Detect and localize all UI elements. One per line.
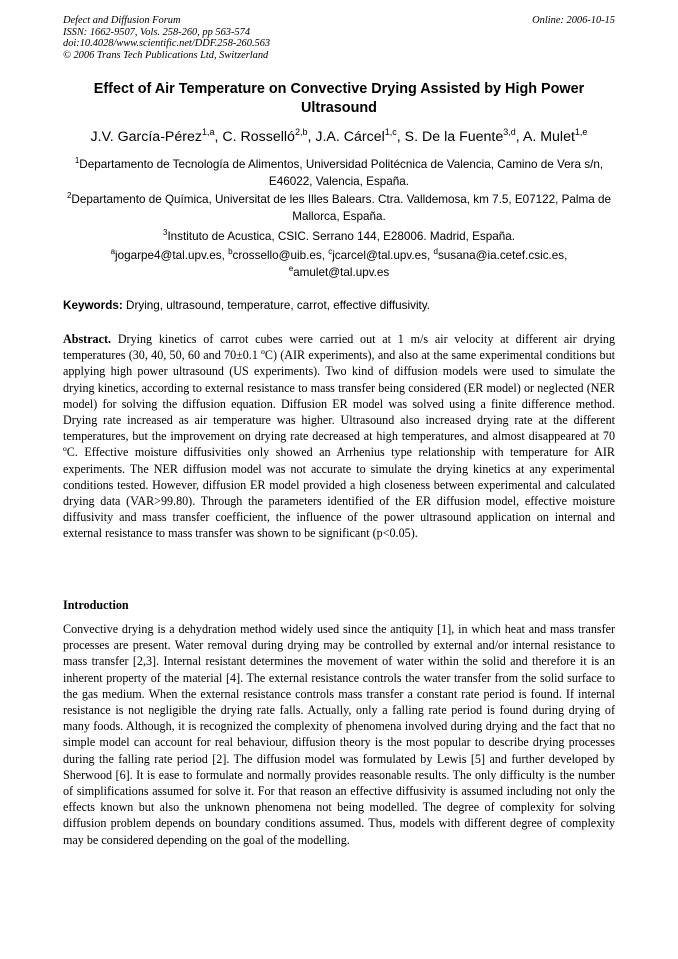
author-affiliation-mark: 1,a — [202, 127, 215, 137]
author-affiliation-mark: 2,b — [294, 127, 308, 137]
email-mark: b — [228, 247, 233, 256]
email-address: susana@ia.cetef.csic.es — [437, 249, 565, 262]
online-date: Online: 2006-10-15 — [532, 15, 615, 26]
email-address: crossello@uib.es — [232, 249, 322, 262]
affiliation-1 — [63, 156, 615, 190]
doi-line: doi:10.4028/www.scientific.net/DDF.258-260.563 — [63, 38, 271, 49]
email-mark: d — [433, 247, 438, 256]
issn-line: ISSN: 1662-9507, Vols. 258-260, pp 563-574 — [63, 26, 251, 38]
keywords-text: Drying, ultrasound, temperature, carrot, effective diffusivity. — [126, 299, 431, 312]
affiliation-mark: 2 — [66, 191, 72, 200]
author-name: A. Mulet — [522, 129, 575, 145]
keywords — [63, 298, 615, 314]
abstract-label: Abstract. — [63, 332, 112, 346]
keywords-label: Keywords: — [63, 299, 123, 312]
email-mark: e — [288, 264, 294, 273]
affiliation-mark: 3 — [162, 228, 168, 237]
email-address: jogarpe4@tal.upv.es — [115, 249, 222, 262]
introduction-paragraph: Convective drying is a dehydration method widely used since the antiquity [1], in which heat and mass transfer processes are present. Water removal during drying may be controlled by external and/or internal resistance to mass transfer [2,3]. Internal resistant determines the movement of water within the solid and therefore it is an inherent property of the material [4]. The external resistance controls the water transfer from the solid surface to the gas medium. When the external resistance controls mass transfer a constant rate period is found. If internal resistance is not negligible the drying rate falls. Actually, only a falling rate period is found during drying of many foods. Although, it is recognized the complexity of phenomena involved during drying and the fact that no simple model can account for real behaviour, diffusion theory is the most popular to describe drying processes during the falling rate period [2]. The diffusion model was formulated by Lewis [5] and further developed by Sherwood [6]. It is ease to formulate and normally provides reasonable results. The only difficulty is the number of simplifications assumed for solve it. For that reason an effective diffusivity is assumed including not only the effects known but also the unknown phenomena not being modelled. The degree of complexity for solving diffusion problem depends on boundary conditions assumed. Thus, models with different degree of complexity may be considered depending on the goal of the modelling. — [63, 622, 615, 847]
introduction-heading: Introduction — [63, 598, 129, 612]
journal-header — [63, 15, 615, 61]
affiliation-3 — [63, 228, 615, 245]
author-affiliation-mark: 1,e — [574, 127, 588, 137]
email-list: $^a$jogarpe4@tal.upv.es, $^b$crossello@uib.es, $^c$jcarcel@tal.upv.es, $^d$susana@ia.cetef.csic.es, $^e$amulet@tal.upv.es — [110, 247, 568, 279]
author-name: S. De la Fuente — [404, 129, 504, 145]
abstract — [63, 331, 615, 542]
author-name: C. Rosselló — [222, 129, 295, 145]
email-mark: c — [328, 247, 333, 256]
author-affiliation-mark: 3,d — [503, 127, 516, 137]
author-affiliation-mark: 1,c — [384, 127, 397, 137]
email-address: jcarcel@tal.upv.es — [332, 249, 427, 262]
affiliation-text: Departamento de Tecnología de Alimentos, Universidad Politécnica de Valencia, Camino de Vera s/n, E46022, Valencia, España. — [79, 158, 604, 188]
email-mark: a — [110, 247, 116, 256]
affiliation-text: Instituto de Acustica, CSIC. Serrano 144, E28006. Madrid, España. — [167, 230, 516, 243]
paper-title: Effect of Air Temperature on Convective Drying Assisted by High Power Ultrasound — [93, 81, 585, 116]
affiliation-2 — [63, 191, 615, 225]
journal-name: Defect and Diffusion Forum — [63, 15, 181, 26]
author-name: J.A. Cárcel — [315, 129, 385, 145]
email-address: amulet@tal.upv.es — [293, 266, 390, 279]
abstract-text: Drying kinetics of carrot cubes were carried out at 1 m/s air velocity at different air drying temperatures (30, 40, 50, 60 and 70±0.1 ºC) (AIR experiments), and also at the same experimental conditions but applying high power ultrasound (US experiments). Two kind of diffusion models were used to simulate the drying kinetics, according to external resistance to mass transfer being considered (ER model) or neglected (NER model) for solving the diffusion equation. Diffusion ER model was solved using a finite difference method. Drying rate increased as air temperature was higher. Ultrasound also increased drying rate at the different temperatures, but the improvement on drying rate decreased at high temperatures, and almost disappeared at 70 ºC. Effective moisture diffusivities only showed an Arrhenius type relationship with temperature for AIR experiments. The NER diffusion model was not accurate to simulate the drying kinetics at any experimental conditions tested. However, diffusion ER model provided a high closeness between experimental and calculated drying data (VAR>99.80). Through the parameters identified of the ER diffusion model, effective moisture diffusivity and mass transfer coefficient, the influence of the power ultrasound application on internal and external resistance to mass transfer was shown to be significant (p<0.05). — [63, 332, 615, 541]
affiliation-mark: 1 — [74, 156, 80, 165]
copyright-line: © 2006 Trans Tech Publications Ltd, Switzerland — [63, 49, 269, 61]
author-name: J.V. García-Pérez — [90, 129, 202, 145]
author-list: J.V. García-Pérez$^{1,a}$, C. Rosselló$^{2,b}$, J.A. Cárcel$^{1,c}$, S. De la Fuente$^{3,d}$, A. Mulet$^{1,e}$ — [90, 127, 588, 145]
affiliation-text: Departamento de Química, Universitat de les Illes Balears. Ctra. Valldemosa, km 7.5, E07122, Palma de Mallorca, España. — [71, 193, 612, 223]
